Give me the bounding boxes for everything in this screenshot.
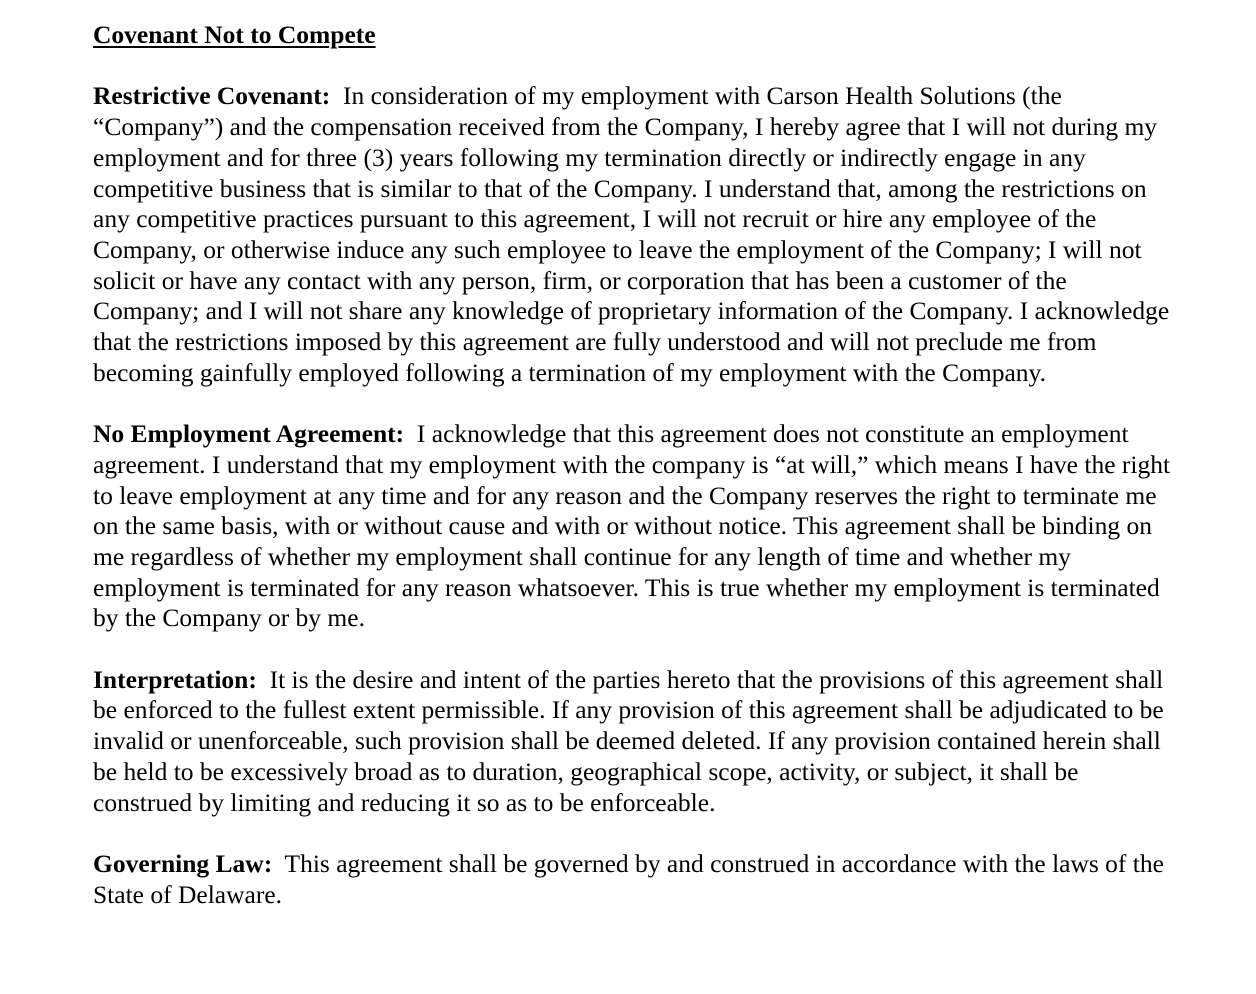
section-interpretation	[93, 665, 1173, 819]
section-heading: Interpretation:	[93, 664, 257, 694]
section-heading: Restrictive Covenant:	[93, 81, 331, 111]
section-heading: Governing Law:	[93, 848, 273, 878]
section-restrictive-covenant	[93, 81, 1173, 388]
section-no-employment-agreement	[93, 419, 1173, 634]
section-body: I acknowledge that this agreement does not constitute an employment agreement. I understand that my employment with the company is “at will,” which means I have the right to leave employment at any time and for any reason and the Company reserves the right to terminate me on the same basis, with or without cause and with or without notice. This agreement shall be binding on me regardless of whether my employment shall continue for any length of time and whether my employment is terminated for any reason whatsoever. This is true whether my employment is terminated by the Company or by me.	[93, 419, 1171, 633]
section-governing-law	[93, 849, 1173, 910]
section-body: This agreement shall be governed by and construed in accordance with the laws of the State of Delaware.	[93, 848, 1164, 909]
section-body: In consideration of my employment with Carson Health Solutions (the “Company”) and the compensation received from the Company, I hereby agree that I will not during my employment and for three (3) years following my termination directly or indirectly engage in any competitive business that is similar to that of the Company. I understand that, among the restrictions on any competitive practices pursuant to this agreement, I will not recruit or hire any employee of the Company, or otherwise induce any such employee to leave the employment of the Company; I will not solicit or have any contact with any person, firm, or corporation that has been a customer of the Company; and I will not share any knowledge of proprietary information of the Company. I acknowledge that the restrictions imposed by this agreement are fully understood and will not preclude me from becoming gainfully employed following a termination of my employment with the Company.	[93, 81, 1170, 387]
section-body: It is the desire and intent of the parties hereto that the provisions of this agreement shall be enforced to the fullest extent permissible. If any provision of this agreement shall be adjudicated to be invalid or unenforceable, such provision shall be deemed deleted. If any provision contained herein shall be held to be excessively broad as to duration, geographical scope, activity, or subject, it shall be construed by limiting and reducing it so as to be enforceable.	[93, 664, 1164, 817]
section-heading: No Employment Agreement:	[93, 419, 405, 449]
document-title: Covenant Not to Compete	[93, 20, 376, 49]
document-body	[93, 20, 1173, 941]
